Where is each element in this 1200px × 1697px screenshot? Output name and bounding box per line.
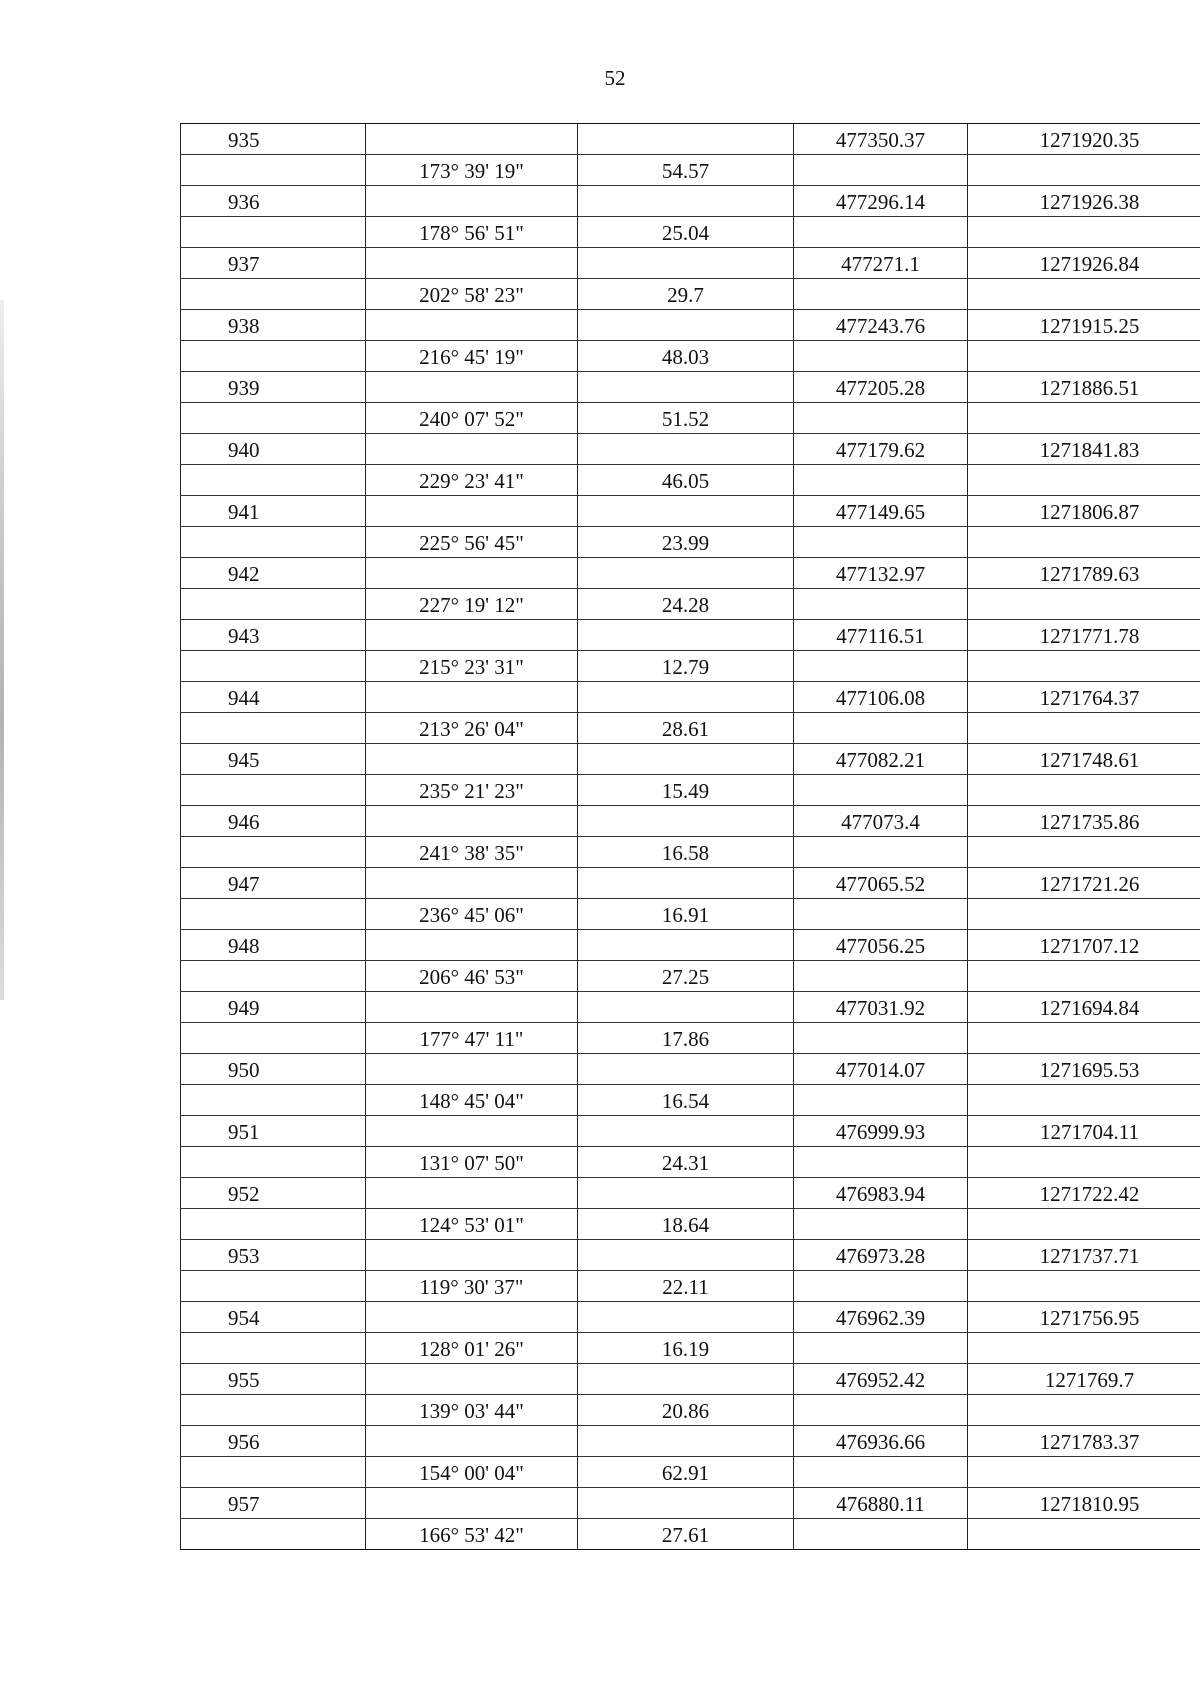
bearing-cell: 173° 39' 19" — [366, 155, 578, 186]
y-coordinate-cell: 1271721.26 — [968, 868, 1200, 899]
segment-row — [181, 1085, 1200, 1116]
bearing-cell — [366, 1426, 578, 1457]
x-coordinate-cell — [794, 341, 968, 372]
y-coordinate-cell: 1271722.42 — [968, 1178, 1200, 1209]
point-row — [181, 1178, 1200, 1209]
distance-cell: 17.86 — [578, 1023, 794, 1054]
x-coordinate-cell — [794, 1209, 968, 1240]
x-coordinate-cell — [794, 403, 968, 434]
point-row — [181, 744, 1200, 775]
point-row — [181, 1364, 1200, 1395]
distance-cell — [578, 1054, 794, 1085]
point-number-cell — [181, 1209, 366, 1240]
point-number-cell: 948 — [181, 930, 366, 961]
distance-cell: 27.61 — [578, 1519, 794, 1550]
point-row — [181, 124, 1200, 155]
bearing-cell: 139° 03' 44" — [366, 1395, 578, 1426]
bearing-cell — [366, 1240, 578, 1271]
distance-cell — [578, 434, 794, 465]
y-coordinate-cell: 1271886.51 — [968, 372, 1200, 403]
distance-cell: 46.05 — [578, 465, 794, 496]
distance-cell — [578, 496, 794, 527]
y-coordinate-cell: 1271704.11 — [968, 1116, 1200, 1147]
y-coordinate-cell — [968, 155, 1200, 186]
x-coordinate-cell — [794, 899, 968, 930]
bearing-cell — [366, 992, 578, 1023]
distance-cell — [578, 124, 794, 155]
bearing-cell — [366, 248, 578, 279]
distance-cell: 22.11 — [578, 1271, 794, 1302]
bearing-cell: 240° 07' 52" — [366, 403, 578, 434]
point-number-cell — [181, 279, 366, 310]
point-row — [181, 1116, 1200, 1147]
x-coordinate-cell: 476936.66 — [794, 1426, 968, 1457]
point-number-cell: 939 — [181, 372, 366, 403]
x-coordinate-cell — [794, 155, 968, 186]
bearing-cell — [366, 744, 578, 775]
y-coordinate-cell — [968, 899, 1200, 930]
y-coordinate-cell — [968, 1209, 1200, 1240]
y-coordinate-cell — [968, 1519, 1200, 1550]
distance-cell — [578, 682, 794, 713]
y-coordinate-cell: 1271920.35 — [968, 124, 1200, 155]
point-number-cell: 950 — [181, 1054, 366, 1085]
distance-cell — [578, 1488, 794, 1519]
x-coordinate-cell: 477149.65 — [794, 496, 968, 527]
x-coordinate-cell — [794, 279, 968, 310]
bearing-cell: 202° 58' 23" — [366, 279, 578, 310]
x-coordinate-cell: 477205.28 — [794, 372, 968, 403]
distance-cell: 54.57 — [578, 155, 794, 186]
bearing-cell — [366, 1488, 578, 1519]
bearing-cell — [366, 1178, 578, 1209]
point-number-cell — [181, 961, 366, 992]
bearing-cell — [366, 1054, 578, 1085]
point-row — [181, 1054, 1200, 1085]
y-coordinate-cell — [968, 217, 1200, 248]
x-coordinate-cell: 477065.52 — [794, 868, 968, 899]
x-coordinate-cell: 477116.51 — [794, 620, 968, 651]
x-coordinate-cell: 477056.25 — [794, 930, 968, 961]
distance-cell: 51.52 — [578, 403, 794, 434]
point-row — [181, 496, 1200, 527]
point-number-cell — [181, 155, 366, 186]
point-row — [181, 558, 1200, 589]
x-coordinate-cell: 476973.28 — [794, 1240, 968, 1271]
bearing-cell — [366, 1364, 578, 1395]
distance-cell: 48.03 — [578, 341, 794, 372]
point-row — [181, 1240, 1200, 1271]
table-body — [181, 124, 1200, 1550]
y-coordinate-cell — [968, 713, 1200, 744]
segment-row — [181, 465, 1200, 496]
y-coordinate-cell — [968, 775, 1200, 806]
distance-cell: 15.49 — [578, 775, 794, 806]
y-coordinate-cell — [968, 403, 1200, 434]
bearing-cell: 178° 56' 51" — [366, 217, 578, 248]
y-coordinate-cell: 1271783.37 — [968, 1426, 1200, 1457]
point-number-cell — [181, 1085, 366, 1116]
bearing-cell: 124° 53' 01" — [366, 1209, 578, 1240]
point-number-cell: 952 — [181, 1178, 366, 1209]
point-number-cell: 943 — [181, 620, 366, 651]
x-coordinate-cell — [794, 1147, 968, 1178]
x-coordinate-cell — [794, 1395, 968, 1426]
y-coordinate-cell — [968, 1457, 1200, 1488]
bearing-cell — [366, 372, 578, 403]
point-number-cell: 941 — [181, 496, 366, 527]
distance-cell: 27.25 — [578, 961, 794, 992]
segment-row — [181, 155, 1200, 186]
point-number-cell: 938 — [181, 310, 366, 341]
bearing-cell: 229° 23' 41" — [366, 465, 578, 496]
distance-cell — [578, 992, 794, 1023]
point-number-cell — [181, 1023, 366, 1054]
point-number-cell — [181, 527, 366, 558]
bearing-cell — [366, 1116, 578, 1147]
y-coordinate-cell: 1271771.78 — [968, 620, 1200, 651]
x-coordinate-cell — [794, 465, 968, 496]
point-number-cell — [181, 837, 366, 868]
distance-cell — [578, 1364, 794, 1395]
segment-row — [181, 527, 1200, 558]
x-coordinate-cell: 477031.92 — [794, 992, 968, 1023]
segment-row — [181, 899, 1200, 930]
distance-cell: 23.99 — [578, 527, 794, 558]
point-number-cell: 942 — [181, 558, 366, 589]
bearing-cell: 235° 21' 23" — [366, 775, 578, 806]
x-coordinate-cell — [794, 1085, 968, 1116]
bearing-cell: 241° 38' 35" — [366, 837, 578, 868]
bearing-cell — [366, 620, 578, 651]
bearing-cell: 148° 45' 04" — [366, 1085, 578, 1116]
distance-cell: 20.86 — [578, 1395, 794, 1426]
segment-row — [181, 837, 1200, 868]
bearing-cell: 177° 47' 11" — [366, 1023, 578, 1054]
bearing-cell: 225° 56' 45" — [366, 527, 578, 558]
point-row — [181, 930, 1200, 961]
x-coordinate-cell: 477179.62 — [794, 434, 968, 465]
point-number-cell: 945 — [181, 744, 366, 775]
segment-row — [181, 589, 1200, 620]
bearing-cell: 166° 53' 42" — [366, 1519, 578, 1550]
x-coordinate-cell: 477082.21 — [794, 744, 968, 775]
y-coordinate-cell — [968, 1147, 1200, 1178]
y-coordinate-cell — [968, 1271, 1200, 1302]
x-coordinate-cell: 477271.1 — [794, 248, 968, 279]
distance-cell — [578, 372, 794, 403]
bearing-cell — [366, 496, 578, 527]
point-row — [181, 806, 1200, 837]
x-coordinate-cell — [794, 837, 968, 868]
point-number-cell: 947 — [181, 868, 366, 899]
y-coordinate-cell: 1271769.7 — [968, 1364, 1200, 1395]
page-number: 52 — [604, 66, 626, 90]
distance-cell: 18.64 — [578, 1209, 794, 1240]
distance-cell: 12.79 — [578, 651, 794, 682]
distance-cell: 62.91 — [578, 1457, 794, 1488]
x-coordinate-cell: 476880.11 — [794, 1488, 968, 1519]
bearing-cell — [366, 124, 578, 155]
x-coordinate-cell: 477296.14 — [794, 186, 968, 217]
point-number-cell: 953 — [181, 1240, 366, 1271]
x-coordinate-cell: 477243.76 — [794, 310, 968, 341]
distance-cell — [578, 1116, 794, 1147]
y-coordinate-cell — [968, 589, 1200, 620]
y-coordinate-cell: 1271764.37 — [968, 682, 1200, 713]
y-coordinate-cell — [968, 1395, 1200, 1426]
y-coordinate-cell — [968, 279, 1200, 310]
x-coordinate-cell: 477132.97 — [794, 558, 968, 589]
point-row — [181, 248, 1200, 279]
point-number-cell: 944 — [181, 682, 366, 713]
x-coordinate-cell — [794, 217, 968, 248]
y-coordinate-cell: 1271926.84 — [968, 248, 1200, 279]
bearing-cell: 227° 19' 12" — [366, 589, 578, 620]
x-coordinate-cell — [794, 1271, 968, 1302]
distance-cell: 16.91 — [578, 899, 794, 930]
x-coordinate-cell: 476983.94 — [794, 1178, 968, 1209]
distance-cell — [578, 930, 794, 961]
point-number-cell — [181, 341, 366, 372]
bearing-cell: 154° 00' 04" — [366, 1457, 578, 1488]
segment-row — [181, 217, 1200, 248]
x-coordinate-cell: 477106.08 — [794, 682, 968, 713]
distance-cell: 24.28 — [578, 589, 794, 620]
point-number-cell: 937 — [181, 248, 366, 279]
point-number-cell: 951 — [181, 1116, 366, 1147]
y-coordinate-cell — [968, 1333, 1200, 1364]
y-coordinate-cell — [968, 465, 1200, 496]
distance-cell: 16.19 — [578, 1333, 794, 1364]
x-coordinate-cell: 476962.39 — [794, 1302, 968, 1333]
point-number-cell — [181, 403, 366, 434]
y-coordinate-cell — [968, 837, 1200, 868]
x-coordinate-cell — [794, 1023, 968, 1054]
point-row — [181, 1488, 1200, 1519]
segment-row — [181, 651, 1200, 682]
point-row — [181, 992, 1200, 1023]
point-number-cell — [181, 1395, 366, 1426]
point-row — [181, 186, 1200, 217]
point-row — [181, 868, 1200, 899]
bearing-cell: 236° 45' 06" — [366, 899, 578, 930]
distance-cell — [578, 1302, 794, 1333]
segment-row — [181, 961, 1200, 992]
segment-row — [181, 279, 1200, 310]
point-row — [181, 1302, 1200, 1333]
distance-cell — [578, 1178, 794, 1209]
point-number-cell: 946 — [181, 806, 366, 837]
bearing-cell: 119° 30' 37" — [366, 1271, 578, 1302]
point-row — [181, 620, 1200, 651]
bearing-cell: 213° 26' 04" — [366, 713, 578, 744]
y-coordinate-cell — [968, 1085, 1200, 1116]
point-row — [181, 1426, 1200, 1457]
bearing-cell — [366, 434, 578, 465]
point-number-cell — [181, 1271, 366, 1302]
segment-row — [181, 1395, 1200, 1426]
point-number-cell — [181, 1147, 366, 1178]
segment-row — [181, 713, 1200, 744]
x-coordinate-cell: 477350.37 — [794, 124, 968, 155]
point-number-cell: 955 — [181, 1364, 366, 1395]
distance-cell: 25.04 — [578, 217, 794, 248]
x-coordinate-cell — [794, 589, 968, 620]
y-coordinate-cell — [968, 341, 1200, 372]
distance-cell — [578, 310, 794, 341]
y-coordinate-cell: 1271841.83 — [968, 434, 1200, 465]
y-coordinate-cell: 1271756.95 — [968, 1302, 1200, 1333]
distance-cell — [578, 558, 794, 589]
distance-cell: 16.54 — [578, 1085, 794, 1116]
distance-cell — [578, 1240, 794, 1271]
bearing-cell: 216° 45' 19" — [366, 341, 578, 372]
bearing-cell — [366, 1302, 578, 1333]
bearing-cell — [366, 310, 578, 341]
bearing-cell: 206° 46' 53" — [366, 961, 578, 992]
point-number-cell: 956 — [181, 1426, 366, 1457]
x-coordinate-cell — [794, 1333, 968, 1364]
point-number-cell — [181, 713, 366, 744]
y-coordinate-cell: 1271695.53 — [968, 1054, 1200, 1085]
bearing-cell — [366, 558, 578, 589]
point-row — [181, 310, 1200, 341]
x-coordinate-cell — [794, 713, 968, 744]
bearing-cell — [366, 868, 578, 899]
x-coordinate-cell: 477014.07 — [794, 1054, 968, 1085]
segment-row — [181, 341, 1200, 372]
segment-row — [181, 1519, 1200, 1550]
bearing-cell — [366, 930, 578, 961]
distance-cell: 28.61 — [578, 713, 794, 744]
bearing-cell: 131° 07' 50" — [366, 1147, 578, 1178]
point-number-cell — [181, 1519, 366, 1550]
y-coordinate-cell: 1271926.38 — [968, 186, 1200, 217]
distance-cell — [578, 1426, 794, 1457]
bearing-cell — [366, 186, 578, 217]
x-coordinate-cell: 477073.4 — [794, 806, 968, 837]
x-coordinate-cell — [794, 775, 968, 806]
bearing-cell: 215° 23' 31" — [366, 651, 578, 682]
distance-cell — [578, 806, 794, 837]
coordinates-table — [180, 123, 1200, 1550]
y-coordinate-cell: 1271748.61 — [968, 744, 1200, 775]
point-number-cell: 954 — [181, 1302, 366, 1333]
point-number-cell — [181, 465, 366, 496]
distance-cell — [578, 186, 794, 217]
point-number-cell — [181, 589, 366, 620]
x-coordinate-cell — [794, 961, 968, 992]
y-coordinate-cell: 1271789.63 — [968, 558, 1200, 589]
x-coordinate-cell: 476999.93 — [794, 1116, 968, 1147]
y-coordinate-cell — [968, 651, 1200, 682]
x-coordinate-cell — [794, 527, 968, 558]
distance-cell — [578, 620, 794, 651]
distance-cell: 24.31 — [578, 1147, 794, 1178]
point-number-cell: 935 — [181, 124, 366, 155]
point-number-cell: 949 — [181, 992, 366, 1023]
x-coordinate-cell — [794, 651, 968, 682]
distance-cell: 16.58 — [578, 837, 794, 868]
x-coordinate-cell — [794, 1519, 968, 1550]
point-row — [181, 372, 1200, 403]
y-coordinate-cell — [968, 1023, 1200, 1054]
distance-cell — [578, 248, 794, 279]
point-number-cell: 936 — [181, 186, 366, 217]
point-row — [181, 434, 1200, 465]
point-number-cell — [181, 1333, 366, 1364]
scan-edge-artifact — [0, 300, 4, 1000]
segment-row — [181, 403, 1200, 434]
segment-row — [181, 775, 1200, 806]
y-coordinate-cell: 1271694.84 — [968, 992, 1200, 1023]
point-number-cell: 940 — [181, 434, 366, 465]
point-row — [181, 682, 1200, 713]
x-coordinate-cell — [794, 1457, 968, 1488]
bearing-cell — [366, 682, 578, 713]
y-coordinate-cell: 1271707.12 — [968, 930, 1200, 961]
y-coordinate-cell: 1271737.71 — [968, 1240, 1200, 1271]
y-coordinate-cell: 1271810.95 — [968, 1488, 1200, 1519]
y-coordinate-cell: 1271735.86 — [968, 806, 1200, 837]
y-coordinate-cell — [968, 961, 1200, 992]
bearing-cell: 128° 01' 26" — [366, 1333, 578, 1364]
segment-row — [181, 1147, 1200, 1178]
distance-cell — [578, 868, 794, 899]
point-number-cell: 957 — [181, 1488, 366, 1519]
point-number-cell — [181, 1457, 366, 1488]
segment-row — [181, 1333, 1200, 1364]
y-coordinate-cell: 1271915.25 — [968, 310, 1200, 341]
y-coordinate-cell: 1271806.87 — [968, 496, 1200, 527]
distance-cell: 29.7 — [578, 279, 794, 310]
point-number-cell — [181, 899, 366, 930]
x-coordinate-cell: 476952.42 — [794, 1364, 968, 1395]
distance-cell — [578, 744, 794, 775]
segment-row — [181, 1209, 1200, 1240]
segment-row — [181, 1023, 1200, 1054]
point-number-cell — [181, 217, 366, 248]
segment-row — [181, 1457, 1200, 1488]
segment-row — [181, 1271, 1200, 1302]
point-number-cell — [181, 775, 366, 806]
point-number-cell — [181, 651, 366, 682]
bearing-cell — [366, 806, 578, 837]
y-coordinate-cell — [968, 527, 1200, 558]
